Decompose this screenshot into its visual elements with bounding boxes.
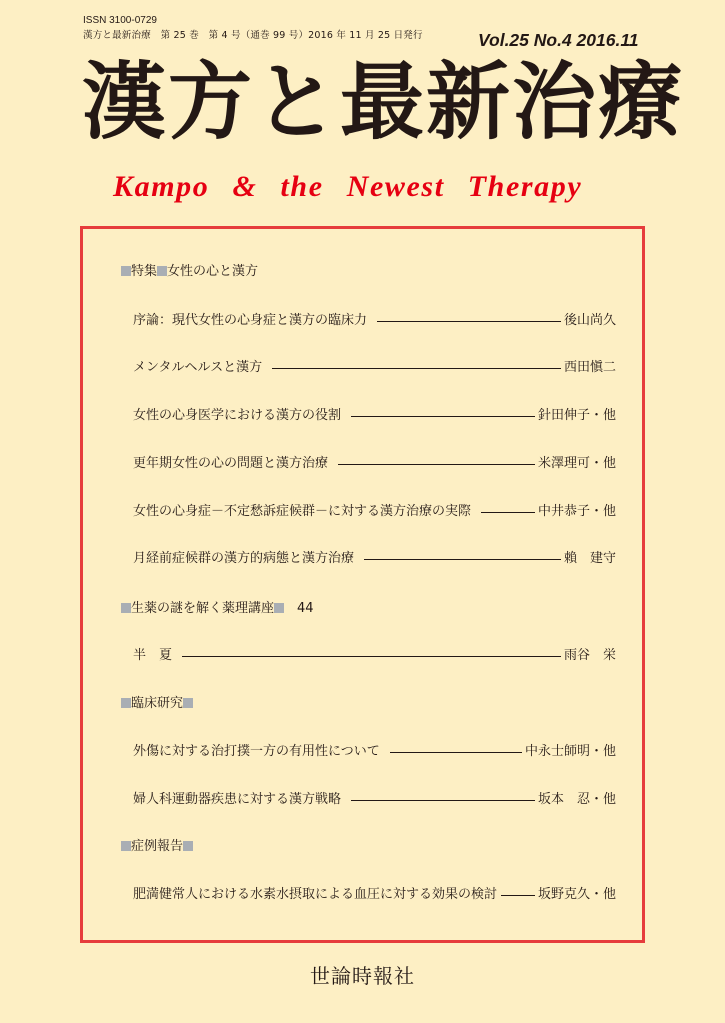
section-heading-pharmacology-lecture — [121, 599, 314, 619]
issn-number: ISSN 3100-0729 — [83, 15, 157, 26]
square-bullet-icon — [121, 841, 131, 851]
article-title: 月経前症候群の漢方的病態と漢方治療 — [133, 551, 355, 566]
leader-line — [377, 321, 561, 322]
article-author: 針田伸子・他 — [537, 408, 616, 423]
section-label: 症例報告 — [131, 839, 184, 854]
leader-line — [272, 368, 561, 369]
section-heading-special-feature — [121, 262, 258, 282]
contents-entry[interactable] — [133, 406, 616, 426]
article-author: 西田愼二 — [563, 360, 616, 375]
article-title: 女性の心身医学における漢方の役割 — [133, 408, 342, 423]
article-title: 序論：現代女性の心身症と漢方の臨床力 — [133, 313, 368, 328]
contents-entry[interactable] — [133, 790, 616, 810]
section-number: 44 — [297, 601, 314, 616]
square-bullet-icon — [121, 266, 131, 276]
journal-title-english: Kampo & the Newest Therapy — [113, 170, 583, 203]
article-title: メンタルヘルスと漢方 — [133, 360, 263, 375]
leader-line — [351, 800, 535, 801]
leader-line — [364, 559, 561, 560]
publication-info: 漢方と最新治療 第 25 巻 第 4 号（通巻 99 号）2016 年 11 月 25 日発行 — [83, 30, 423, 41]
contents-entry[interactable] — [133, 358, 616, 378]
publisher-name: 世論時報社 — [310, 964, 415, 988]
contents-entry[interactable] — [133, 502, 616, 522]
contents-entry[interactable] — [133, 885, 616, 905]
table-of-contents — [80, 226, 645, 943]
contents-entry[interactable] — [133, 646, 616, 666]
article-title: 外傷に対する治打撲一方の有用性について — [133, 744, 380, 759]
square-bullet-icon — [274, 603, 284, 613]
contents-entry[interactable] — [133, 454, 616, 474]
article-author: 後山尚久 — [563, 313, 616, 328]
square-bullet-icon — [183, 841, 193, 851]
leader-line — [351, 416, 535, 417]
article-author: 中井恭子・他 — [537, 504, 616, 519]
section-heading-clinical-research — [121, 694, 193, 714]
leader-line — [338, 464, 535, 465]
section-label: 生薬の謎を解く薬理講座 — [131, 601, 275, 616]
article-title: 女性の心身症－不定愁訴症候群－に対する漢方治療の実際 — [133, 504, 472, 519]
article-title: 肥満健常人における水素水摂取による血圧に対する効果の検討 — [133, 887, 498, 902]
contents-entry[interactable] — [133, 311, 616, 331]
section-heading-case-report — [121, 837, 193, 857]
volume-issue: Vol.25 No.4 2016.11 — [478, 30, 639, 50]
leader-line — [390, 752, 522, 753]
leader-line — [481, 512, 535, 513]
square-bullet-icon — [183, 698, 193, 708]
article-author: 米澤理可・他 — [537, 456, 616, 471]
journal-title-japanese: 漢方と最新治療 — [82, 52, 685, 151]
section-label: 臨床研究 — [131, 696, 184, 711]
article-author: 坂野克久・他 — [537, 887, 616, 902]
square-bullet-icon — [121, 603, 131, 613]
square-bullet-icon — [121, 698, 131, 708]
leader-line — [501, 895, 535, 896]
contents-entry[interactable] — [133, 549, 616, 569]
article-author: 雨谷 栄 — [563, 648, 616, 663]
article-title: 婦人科運動器疾患に対する漢方戦略 — [133, 792, 342, 807]
article-title: 更年期女性の心の問題と漢方治療 — [133, 456, 329, 471]
square-bullet-icon — [157, 266, 167, 276]
article-author: 坂本 忍・他 — [537, 792, 616, 807]
leader-line — [182, 656, 561, 657]
article-author: 賴 建守 — [563, 551, 616, 566]
section-title: 女性の心と漢方 — [167, 264, 259, 279]
article-author: 中永士師明・他 — [524, 744, 616, 759]
section-label: 特集 — [131, 264, 158, 279]
contents-entry[interactable] — [133, 742, 616, 762]
article-title: 半 夏 — [133, 648, 173, 663]
